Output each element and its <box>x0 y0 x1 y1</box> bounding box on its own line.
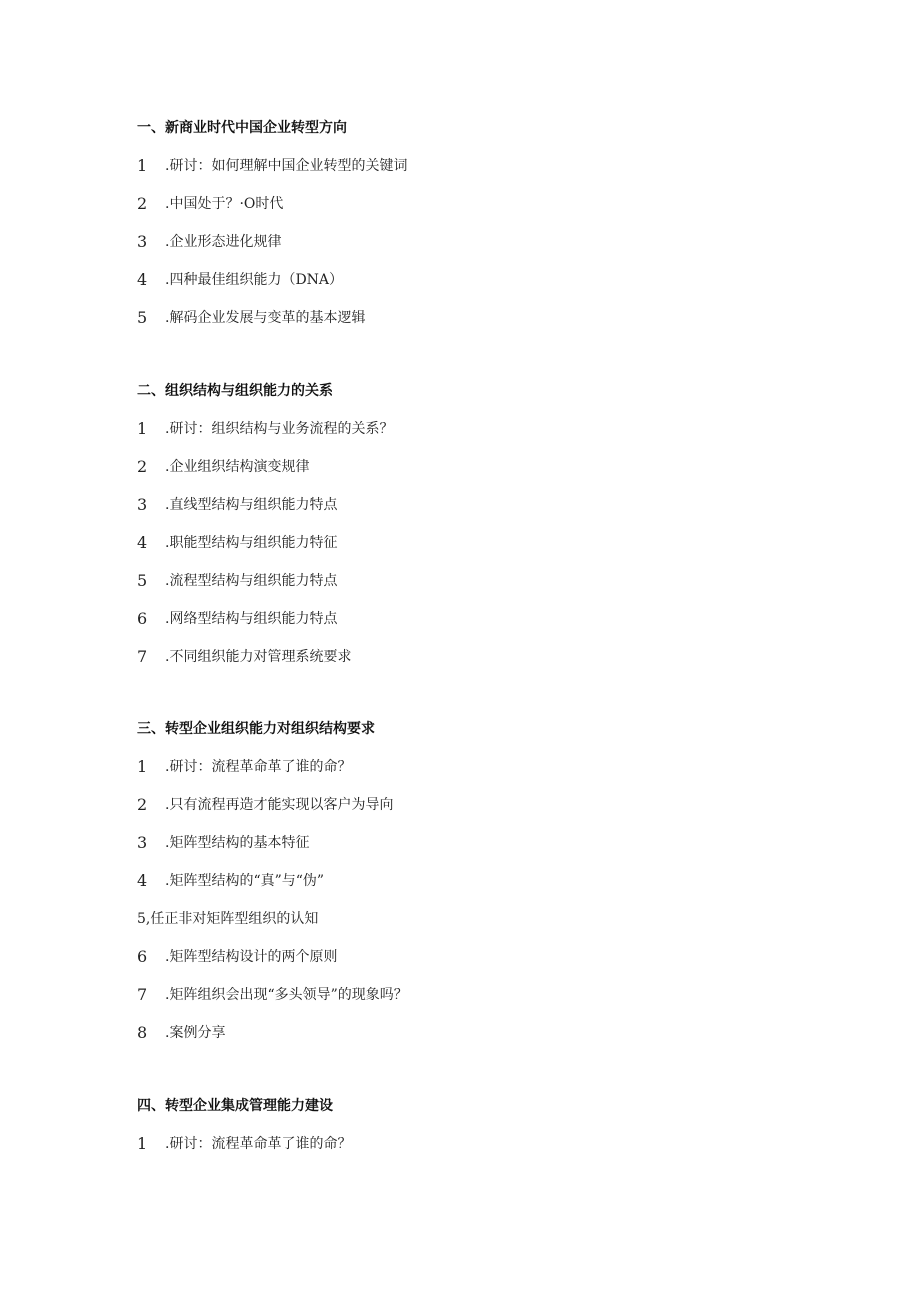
list-item <box>137 606 837 644</box>
list-item <box>137 944 837 982</box>
list-item <box>137 454 837 492</box>
item-text: .研讨：如何理解中国企业转型的关键词 <box>165 158 408 174</box>
list-item <box>137 792 837 830</box>
item-text: .研讨：流程革命革了谁的命？ <box>165 759 352 775</box>
item-number: 7 <box>137 647 148 666</box>
item-number: 6 <box>137 609 148 628</box>
item-text: .四种最佳组织能力（DNA） <box>165 272 344 288</box>
item-number: 5 <box>137 308 148 327</box>
list-item <box>137 568 837 606</box>
item-number: 7 <box>137 985 148 1004</box>
item-number: 2 <box>137 457 148 476</box>
item-number: 4 <box>137 871 148 890</box>
list-item <box>137 906 837 944</box>
item-number: 1 <box>137 156 148 175</box>
section-heading: 二、组织结构与组织能力的关系 <box>137 383 333 399</box>
list-item <box>137 830 837 868</box>
item-number: 1 <box>137 757 148 776</box>
item-text: .不同组织能力对管理系统要求 <box>165 649 352 665</box>
section-heading: 四、转型企业集成管理能力建设 <box>137 1098 333 1114</box>
section-3 <box>137 716 837 1058</box>
item-text: 5,任正非对矩阵型组织的认知 <box>137 911 319 927</box>
list-item <box>137 229 837 267</box>
item-number: 8 <box>137 1023 148 1042</box>
item-text: .矩阵型结构的基本特征 <box>165 835 310 851</box>
item-number: 3 <box>137 495 148 514</box>
item-text: .矩阵组织会出现“多头领导”的现象吗？ <box>165 987 408 1003</box>
section-1 <box>137 115 837 343</box>
list-item <box>137 267 837 305</box>
list-item <box>137 153 837 191</box>
list-item <box>137 191 837 229</box>
item-number: 1 <box>137 419 148 438</box>
section-heading: 一、新商业时代中国企业转型方向 <box>137 120 347 136</box>
item-number: 4 <box>137 270 148 289</box>
item-number: 4 <box>137 533 148 552</box>
item-number: 2 <box>137 795 148 814</box>
item-text: .企业组织结构演变规律 <box>165 459 310 475</box>
section-2 <box>137 378 837 682</box>
item-text: .企业形态进化规律 <box>165 234 282 250</box>
list-item <box>137 644 837 682</box>
list-item <box>137 416 837 454</box>
item-text: .案例分享 <box>165 1025 226 1041</box>
section-list <box>137 153 837 343</box>
list-item <box>137 530 837 568</box>
list-item <box>137 982 837 1020</box>
section-list <box>137 1131 837 1169</box>
section-list <box>137 416 837 682</box>
list-item <box>137 1131 837 1169</box>
item-number: 1 <box>137 1134 148 1153</box>
section-list <box>137 754 837 1058</box>
item-text: .矩阵型结构设计的两个原则 <box>165 949 338 965</box>
item-number: 3 <box>137 232 148 251</box>
item-text: .研讨：流程革命革了谁的命？ <box>165 1136 352 1152</box>
list-item <box>137 868 837 906</box>
section-4 <box>137 1093 837 1169</box>
item-number: 5 <box>137 571 148 590</box>
item-text: .中国处于？·O时代 <box>165 196 284 212</box>
item-number: 6 <box>137 947 148 966</box>
item-text: .职能型结构与组织能力特征 <box>165 535 338 551</box>
item-text: .解码企业发展与变革的基本逻辑 <box>165 310 366 326</box>
list-item <box>137 1020 837 1058</box>
section-heading: 三、转型企业组织能力对组织结构要求 <box>137 721 375 737</box>
item-text: .只有流程再造才能实现以客户为导向 <box>165 797 394 813</box>
list-item <box>137 754 837 792</box>
list-item <box>137 492 837 530</box>
item-number: 2 <box>137 194 148 213</box>
list-item <box>137 305 837 343</box>
item-text: .研讨：组织结构与业务流程的关系？ <box>165 421 394 437</box>
item-text: .矩阵型结构的“真”与“伪” <box>165 873 325 889</box>
item-number: 3 <box>137 833 148 852</box>
item-text: .直线型结构与组织能力特点 <box>165 497 338 513</box>
item-text: .流程型结构与组织能力特点 <box>165 573 338 589</box>
item-text: .网络型结构与组织能力特点 <box>165 611 338 627</box>
